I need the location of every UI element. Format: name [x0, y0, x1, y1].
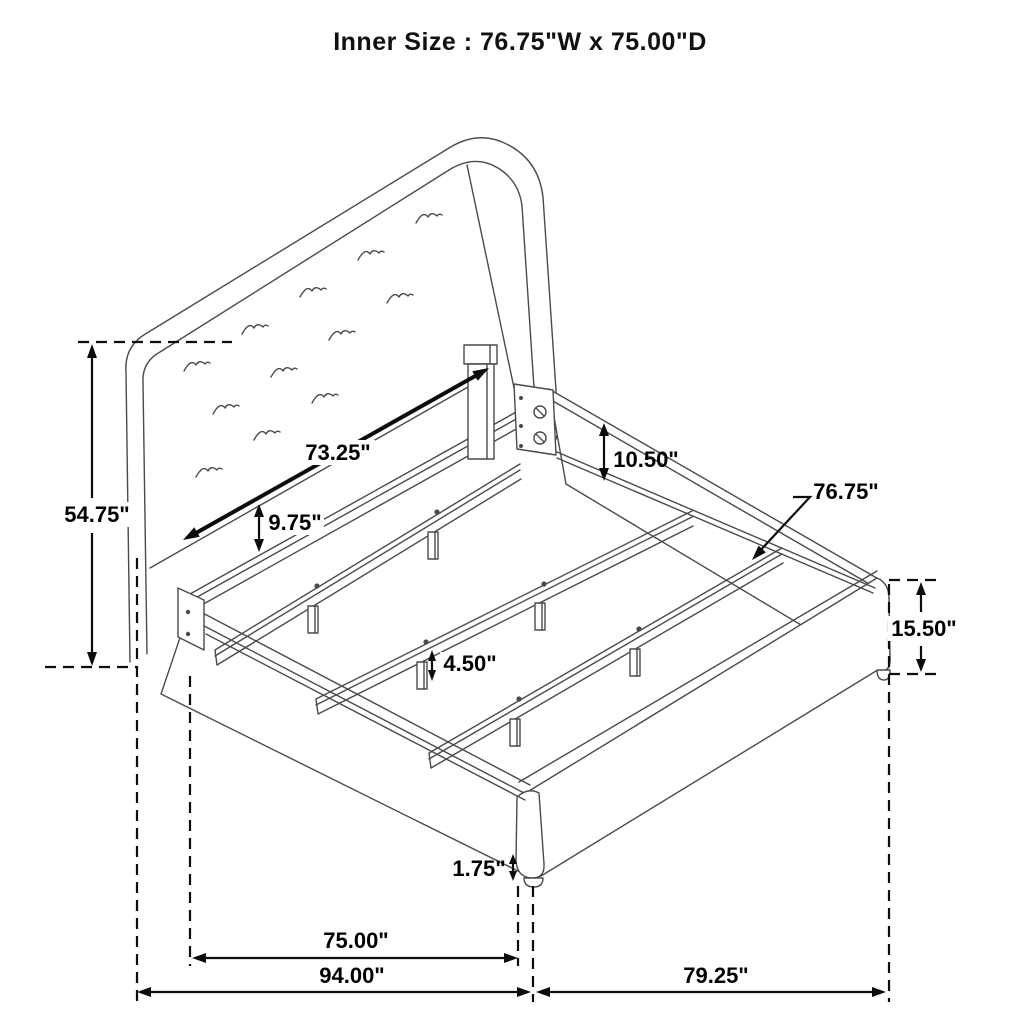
dim-label-10-50: 10.50" — [613, 447, 679, 472]
dim-label-15-50: 15.50" — [891, 616, 957, 641]
support-post — [464, 345, 497, 459]
dim-label-54-75: 54.75" — [64, 502, 130, 527]
diagram-title: Inner Size : 76.75"W x 75.00"D — [333, 28, 707, 56]
corner-foot — [524, 878, 543, 887]
dimension-inner-depth — [192, 928, 518, 963]
dim-label-75-00: 75.00" — [323, 928, 389, 953]
dim-label-9-75: 9.75" — [268, 510, 322, 535]
footboard-face — [525, 578, 890, 877]
mounting-bracket — [514, 384, 556, 455]
dim-label-1-75: 1.75" — [452, 856, 506, 881]
dimension-overall-width — [536, 963, 886, 997]
dim-label-76-75: 76.75" — [813, 479, 879, 504]
dimension-overall-depth — [137, 963, 531, 997]
dimension-frame-height — [888, 582, 960, 672]
corner-post — [516, 791, 544, 878]
dim-label-4-50: 4.50" — [443, 651, 497, 676]
dimension-headboard-height — [62, 344, 132, 666]
dim-label-79-25: 79.25" — [683, 963, 749, 988]
dim-label-73-25: 73.25" — [305, 440, 371, 465]
dim-label-94-00: 94.00" — [319, 963, 385, 988]
